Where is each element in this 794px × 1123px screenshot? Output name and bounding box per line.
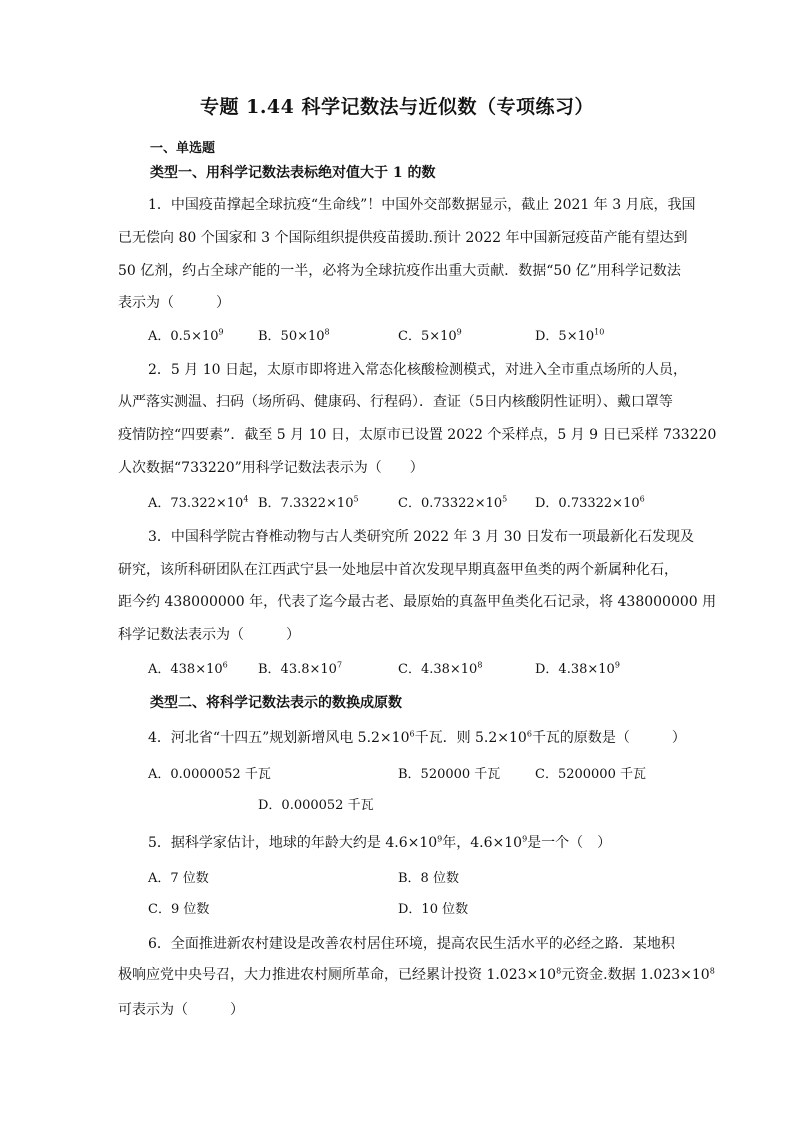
q2-line-1: 2．5 月 10 日起，太原市即将进入常态化核酸检测模式，对进入全市重点场所的人员， [148, 362, 687, 378]
q4-line-1: 4．河北省“十四五”规划新增风电 $5.2\times 10^6$千瓦．则 $5.2\times 10^6$千瓦的原数是（ ） [148, 729, 686, 746]
q4-option-b: B．520000 千瓦 [398, 767, 501, 782]
section-heading: 一、单选题 [150, 141, 216, 156]
q6-line-2: 极响应党中央号召，大力推进农村厕所革命，已经累计投资 $1.023\times 10^8$元资金.数据 $1.023\times 10^8$ [118, 966, 715, 983]
page-title: 专题 1.44 科学记数法与近似数（专项练习） [199, 96, 594, 118]
q6-line-3: 可表示为（ ） [118, 1002, 244, 1018]
q1-line-3: 50 亿剂，约占全球产能的一半，必将为全球抗疫作出重大贡献．数据“50 亿”用科学记数法 [118, 263, 681, 279]
q2-option-a: A．$73.322\times 10^4$ [148, 494, 249, 511]
q1-option-a: A．$0.5\times 10^9$ [148, 327, 224, 344]
q5-option-d: D．10 位数 [398, 902, 469, 917]
q1-option-b: B．$50\times 10^8$ [258, 327, 330, 344]
q3-line-4: 科学记数法表示为（ ） [118, 627, 300, 643]
q3-line-1: 3．中国科学院古脊椎动物与古人类研究所 2022 年 3 月 30 日发布一项最新化石发现及 [148, 529, 694, 545]
q5-option-b: B．8 位数 [398, 871, 459, 886]
q3-line-2: 研究，该所科研团队在江西武宁县一处地层中首次发现早期真盔甲鱼类的两个新属种化石， [118, 562, 678, 578]
q3-option-a: A．$438\times 10^6$ [148, 660, 228, 677]
q2-option-b: B．$7.3322\times 10^5$ [258, 494, 359, 511]
q1-option-c: C．$5\times 10^9$ [398, 327, 462, 344]
q3-line-3: 距今约 438000000 年，代表了迄今最古老、最原始的真盔甲鱼类化石记录，将 438000000 用 [118, 594, 717, 610]
q4-option-d: D．0.000052 千瓦 [258, 798, 374, 813]
q3-option-d: D．$4.38\times 10^9$ [535, 660, 620, 677]
type-heading-2: 类型二、将科学记数法表示的数换成原数 [150, 695, 402, 711]
q5-line-1: 5．据科学家估计，地球的年龄大约是 $4.6\times 10^9$年，$4.6\times 10^9$是一个（ ） [148, 834, 612, 851]
q1-line-4: 表示为（ ） [118, 295, 230, 311]
q3-option-c: C．$4.38\times 10^8$ [398, 660, 483, 677]
q1-option-d: D．$5\times 10^{10}$ [535, 327, 605, 344]
type-heading-1: 类型一、用科学记数法表标绝对值大于 1 的数 [150, 165, 436, 181]
q6-line-1: 6．全面推进新农村建设是改善农村居住环境，提高农民生活水平的必经之路．某地积 [148, 936, 675, 952]
q5-option-c: C．9 位数 [148, 902, 210, 917]
q4-option-a: A．0.0000052 千瓦 [148, 767, 271, 782]
q3-option-b: B．$43.8\times 10^7$ [258, 660, 343, 677]
q5-option-a: A．7 位数 [148, 871, 209, 886]
q2-line-2: 从严落实测温、扫码（场所码、健康码、行程码）．查证（5日内核酸阴性证明）、戴口罩等 [118, 394, 673, 410]
q1-line-2: 已无偿向 80 个国家和 3 个国际组织提供疫苗援助.预计 2022 年中国新冠疫苗产能有望达到 [118, 230, 688, 246]
q4-option-c: C．5200000 千瓦 [535, 767, 646, 782]
q2-line-3: 疫情防控“四要素”．截至 5 月 10 日，太原市已设置 2022 个采样点，5 月 9 日已采样 733220 [118, 427, 717, 443]
q2-option-c: C．$0.73322\times 10^5$ [398, 494, 508, 511]
q2-line-4: 人次数据“733220”用科学记数法表示为（ ） [118, 460, 424, 476]
q1-line-1: 1．中国疫苗撑起全球抗疫“生命线”！中国外交部数据显示，截止 2021 年 3 月底，我国 [148, 197, 696, 213]
q2-option-d: D．$0.73322\times 10^6$ [535, 494, 645, 511]
